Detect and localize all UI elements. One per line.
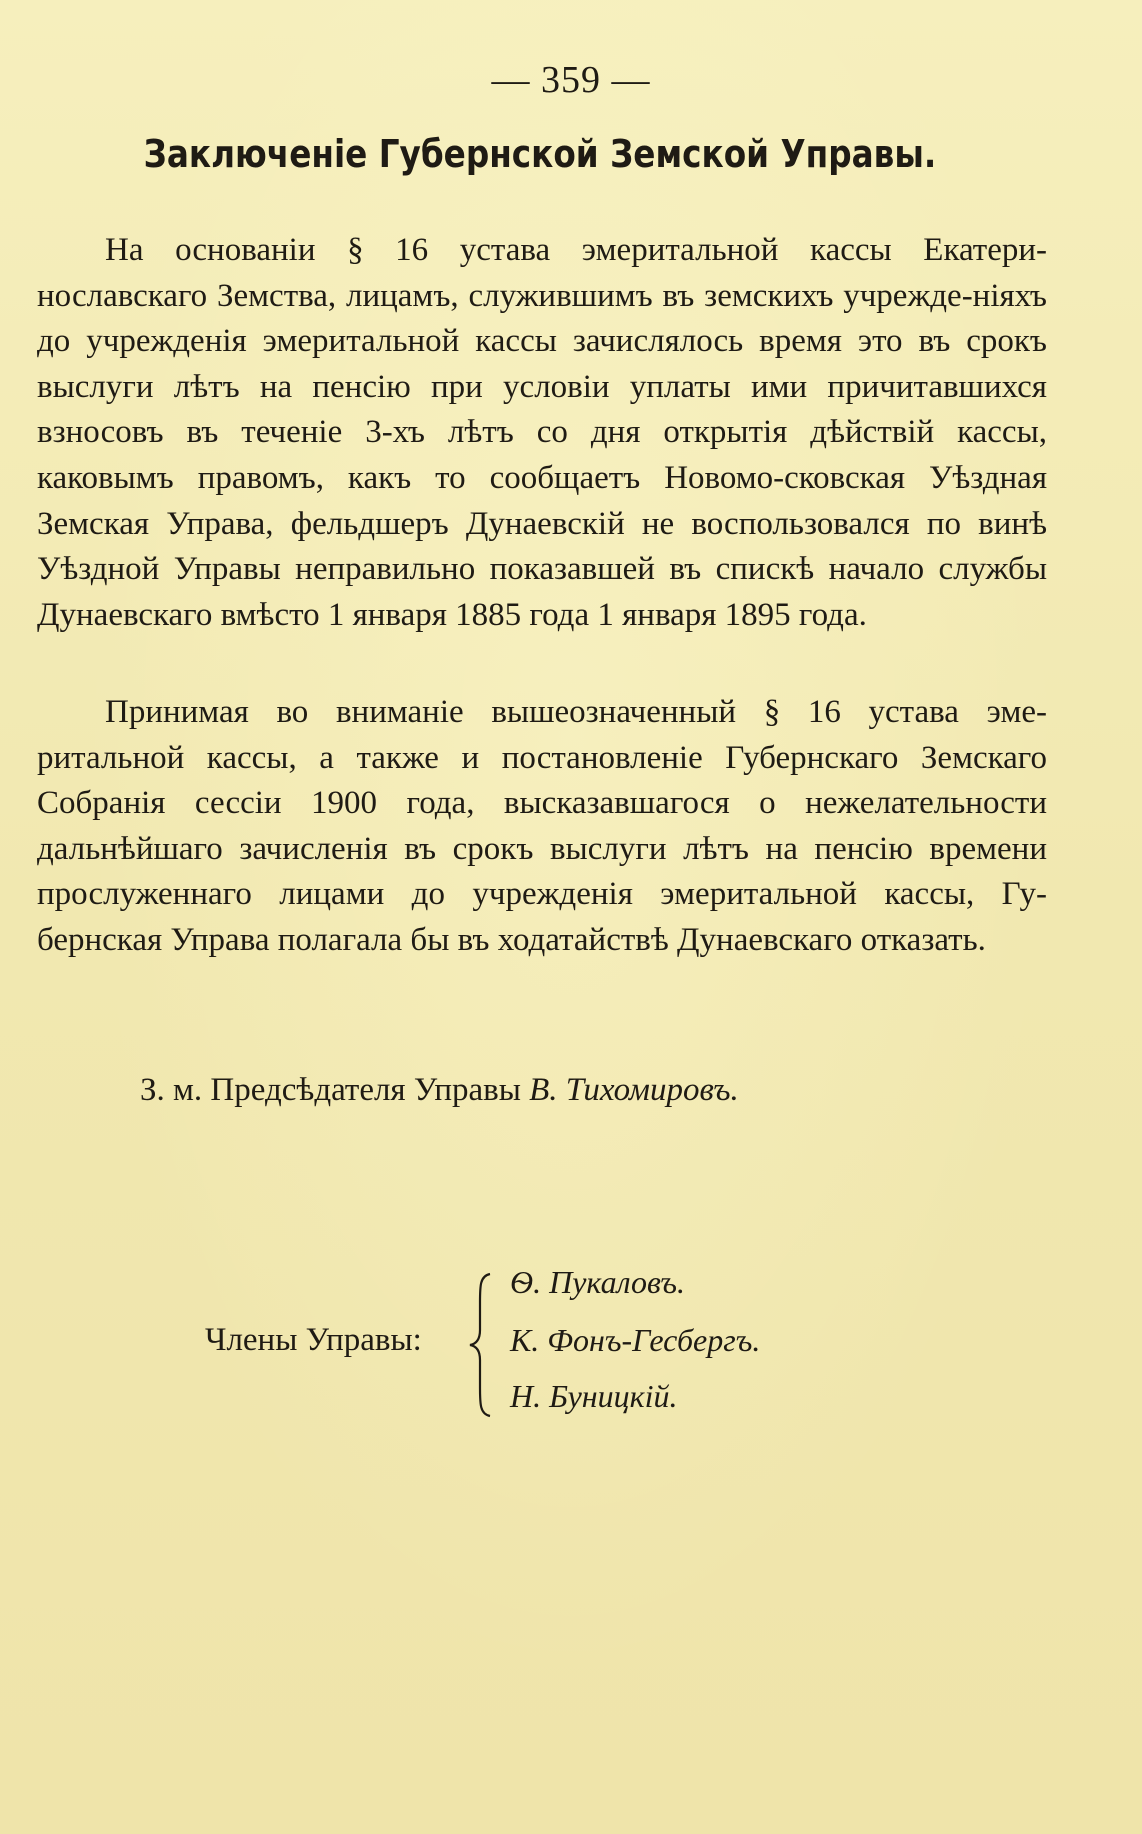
body-paragraph-1 [37, 228, 1047, 638]
signature-title: З. м. Предсѣдателя Управы [140, 1072, 521, 1108]
member-name-1: Ѳ. Пукаловъ. [510, 1264, 686, 1300]
member-name-3: Н. Буницкій. [510, 1378, 678, 1414]
body-paragraph-2 [37, 690, 1047, 964]
chairman-signature [140, 1072, 739, 1109]
member-name-2: К. Фонъ-Гесбергъ. [510, 1322, 761, 1358]
curly-brace-icon [468, 1272, 494, 1418]
signature-name: В. Тихомировъ. [529, 1072, 739, 1108]
members-label: Члены Управы: [205, 1322, 422, 1358]
section-heading: Заключеніе Губернской Земской Управы. [143, 132, 937, 176]
paragraph-1-text: На основаніи § 16 устава эмеритальной кассы Екатери-нославскаго Земства, лицамъ, служившимъ въ земскихъ учрежде-ніяхъ до учрежденія эмеритальной кассы зачислялось время это въ срокъ выслуги лѣтъ на пенсію при условіи уплаты ими причитавшихся взносовъ въ теченіе 3-хъ лѣтъ со дня открытія дѣйствій кассы, каковымъ правомъ, какъ то сообщаетъ Новомо-сковская Уѣздная Земская Управа, фельдшеръ Дунаевскій не воспользовался по винѣ Уѣздной Управы неправильно показавшей въ спискѣ начало службы Дунаевскаго вмѣсто 1 января 1885 года 1 января 1895 года. [37, 232, 1047, 633]
page-number: — 359 — [491, 59, 651, 101]
paragraph-2-text: Принимая во вниманіе вышеозначенный § 16 устава эме-ритальной кассы, а также и постановленіе Губернскаго Земскаго Собранія сессіи 1900 года, высказавшагося о нежелательности дальнѣйшаго зачисленія въ срокъ выслуги лѣтъ на пенсію времени прослуженнаго лицами до учрежденія эмеритальной кассы, Гу-бернская Управа полагала бы въ ходатайствѣ Дунаевскаго отказать. [37, 694, 1047, 958]
